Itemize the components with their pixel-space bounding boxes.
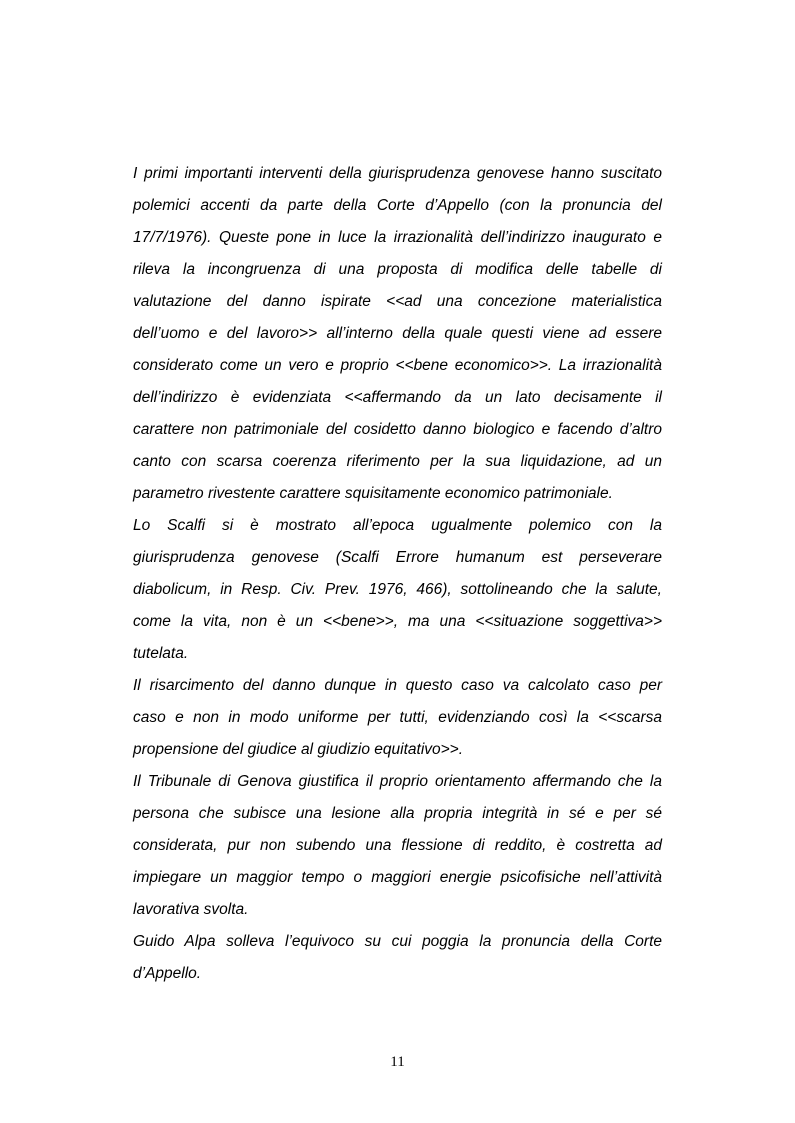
text-line: Il risarcimento del danno dunque in questo caso va calcolato caso per	[133, 677, 662, 694]
text-line: valutazione del danno ispirate <<ad una concezione materialistica	[133, 293, 662, 310]
text-line: caso e non in modo uniforme per tutti, evidenziando così la <<scarsa	[133, 709, 662, 726]
text-line: propensione del giudice al giudizio equitativo>>.	[133, 741, 464, 758]
text-line: persona che subisce una lesione alla propria integrità in sé e per sé	[133, 805, 662, 822]
text-line: Guido Alpa solleva l’equivoco su cui poggia la pronuncia della Corte	[133, 933, 662, 950]
text-line: d’Appello.	[133, 965, 202, 982]
text-line: giurisprudenza genovese (Scalfi Errore humanum est perseverare	[133, 549, 662, 566]
text-line: lavorativa svolta.	[133, 901, 249, 918]
text-line: come la vita, non è un <<bene>>, ma una <<situazione soggettiva>>	[133, 613, 662, 630]
text-line: canto con scarsa coerenza riferimento per la sua liquidazione, ad un	[133, 453, 662, 470]
text-line: tutelata.	[133, 645, 189, 662]
text-line: diabolicum, in Resp. Civ. Prev. 1976, 466), sottolineando che la salute,	[133, 581, 662, 598]
text-line: Il Tribunale di Genova giustifica il proprio orientamento affermando che la	[133, 773, 662, 790]
text-line: 17/7/1976). Queste pone in luce la irrazionalità dell’indirizzo inaugurato e	[133, 229, 662, 246]
text-line: parametro rivestente carattere squisitamente economico patrimoniale.	[133, 485, 613, 502]
text-line: dell’indirizzo è evidenziata <<affermando da un lato decisamente il	[133, 389, 662, 406]
text-line: rileva la incongruenza di una proposta di modifica delle tabelle di	[133, 261, 662, 278]
text-line: considerato come un vero e proprio <<bene economico>>. La irrazionalità	[133, 357, 662, 374]
page-number: 11	[390, 1054, 405, 1070]
text-line: dell’uomo e del lavoro>> all’interno della quale questi viene ad essere	[133, 325, 662, 342]
text-line: Lo Scalfi si è mostrato all’epoca ugualmente polemico con la	[133, 517, 662, 534]
text-line: polemici accenti da parte della Corte d’Appello (con la pronuncia del	[133, 197, 662, 214]
text-line: carattere non patrimoniale del cosidetto danno biologico e facendo d’altro	[133, 421, 662, 438]
text-line: considerata, pur non subendo una flessione di reddito, è costretta ad	[133, 837, 662, 854]
text-line: impiegare un maggior tempo o maggiori energie psicofisiche nell’attività	[133, 869, 662, 886]
text-line: I primi importanti interventi della giurisprudenza genovese hanno suscitato	[133, 165, 662, 182]
